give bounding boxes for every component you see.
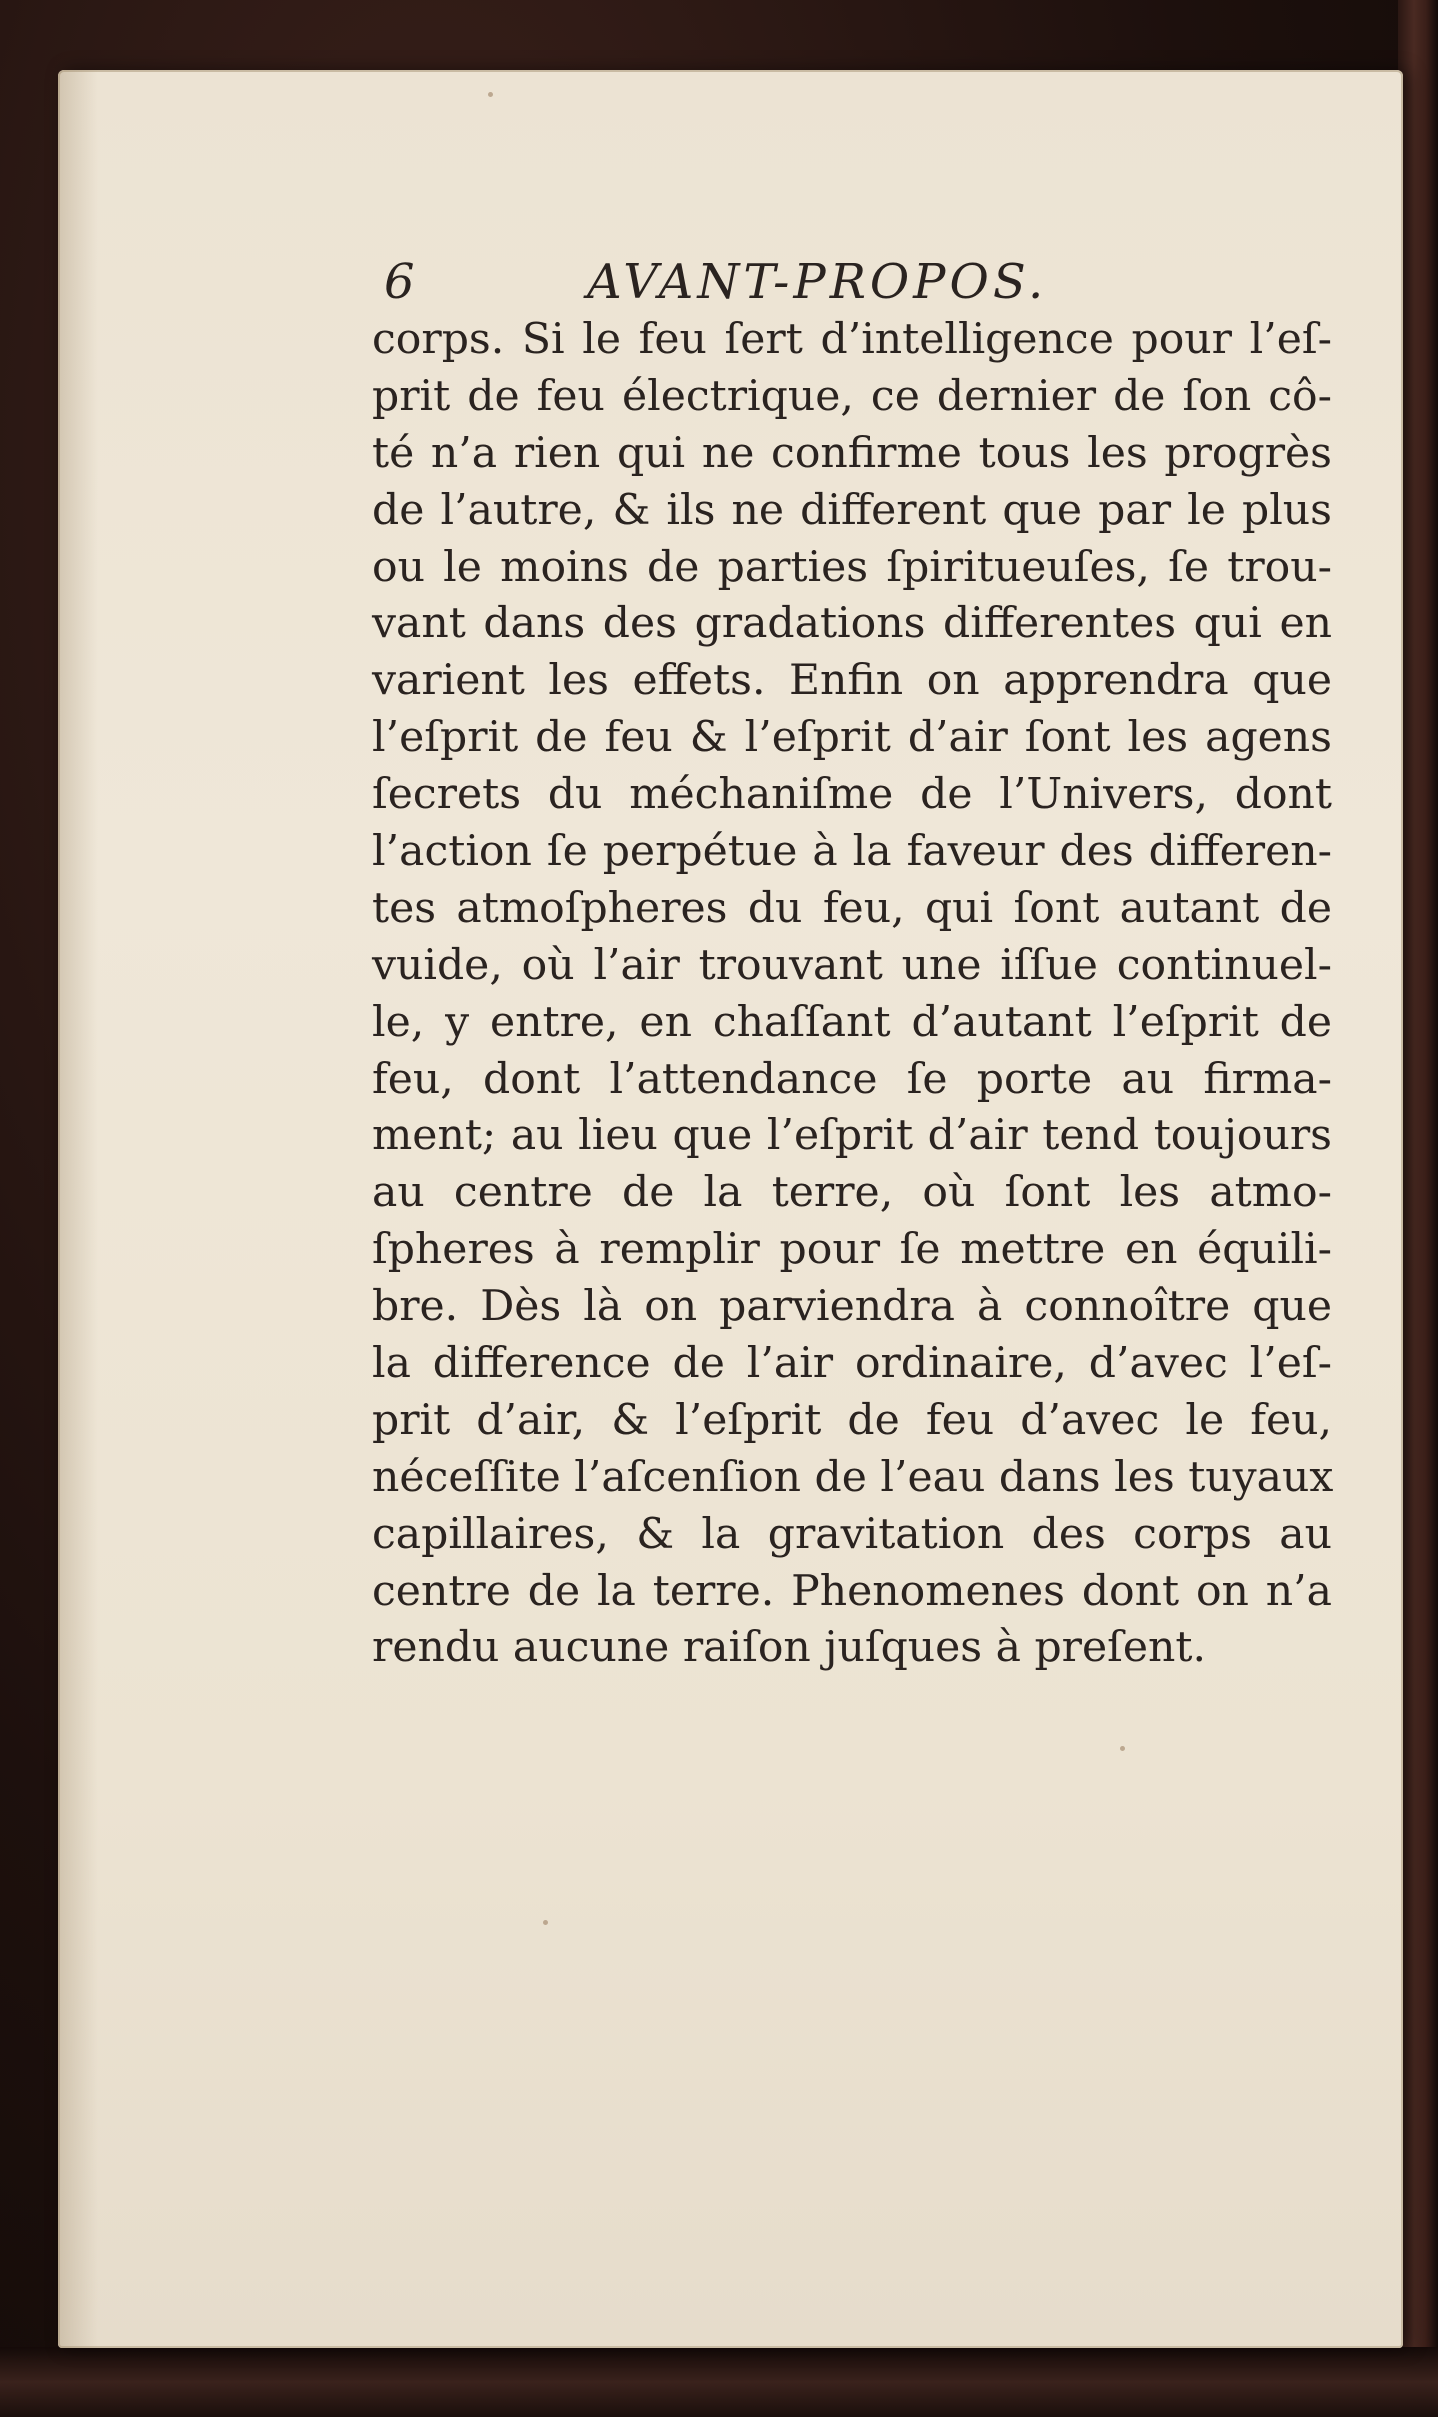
text-line: prit d’air, & l’eſprit de feu d’avec le feu, xyxy=(372,1395,1332,1445)
text-line: l’eſprit de feu & l’eſprit d’air ſont les agens xyxy=(372,713,1332,763)
text-line: feu, dont l’attendance ſe porte au firma- xyxy=(372,1054,1332,1104)
text-line: néceſſite l’aſcenſion de l’eau dans les tuyaux xyxy=(372,1452,1334,1502)
text-line: corps. Si le feu ſert d’intelligence pour l’eſ- xyxy=(372,315,1332,364)
paper-speck xyxy=(543,1920,548,1925)
page-gutter-shadow xyxy=(58,70,98,2348)
text-line: au centre de la terre, où ſont les atmo- xyxy=(372,1168,1332,1218)
text-line: le, y entre, en chaſſant d’autant l’eſprit de xyxy=(372,997,1332,1047)
running-head xyxy=(372,252,1332,312)
text-line: té n’a rien qui ne confirme tous les progrès xyxy=(372,428,1332,478)
book-bottom-edge xyxy=(0,2347,1438,2417)
paper-speck xyxy=(1120,1746,1125,1751)
text-line: l’action ſe perpétue à la faveur des differen- xyxy=(372,827,1332,877)
page-number: 6 xyxy=(384,254,415,310)
body-paragraph xyxy=(372,312,1332,1677)
text-line: ſecrets du méchaniſme de l’Univers, dont xyxy=(372,770,1332,820)
running-head-title: AVANT-PROPOS. xyxy=(587,254,1048,310)
text-line: de l’autre, & ils ne different que par le plus xyxy=(372,485,1332,535)
text-line: vant dans des gradations differentes qui en xyxy=(372,599,1332,649)
text-line: centre de la terre. Phenomenes dont on n’a xyxy=(372,1566,1332,1616)
page-text xyxy=(372,252,1332,1677)
paper-speck xyxy=(488,92,493,97)
text-line: tes atmoſpheres du feu, qui ſont autant de xyxy=(372,883,1332,933)
text-line: rendu aucune raiſon juſques à preſent. xyxy=(372,1623,1206,1673)
text-line: varient les effets. Enfin on apprendra que xyxy=(372,656,1332,706)
text-line: vuide, où l’air trouvant une iſſue continuel- xyxy=(372,940,1332,990)
text-line: ou le moins de parties ſpiritueuſes, ſe trou- xyxy=(372,542,1332,592)
text-line: la difference de l’air ordinaire, d’avec l’eſ- xyxy=(372,1339,1332,1389)
page-stack-edge xyxy=(1398,0,1438,2417)
text-line: bre. Dès là on parviendra à connoître que xyxy=(372,1282,1332,1332)
text-line: capillaires, & la gravitation des corps au xyxy=(372,1509,1332,1559)
text-line: ment; au lieu que l’eſprit d’air tend toujours xyxy=(372,1111,1332,1161)
text-line: ſpheres à remplir pour ſe mettre en équili- xyxy=(372,1225,1332,1275)
text-line: prit de feu électrique, ce dernier de ſon cô- xyxy=(372,371,1332,421)
